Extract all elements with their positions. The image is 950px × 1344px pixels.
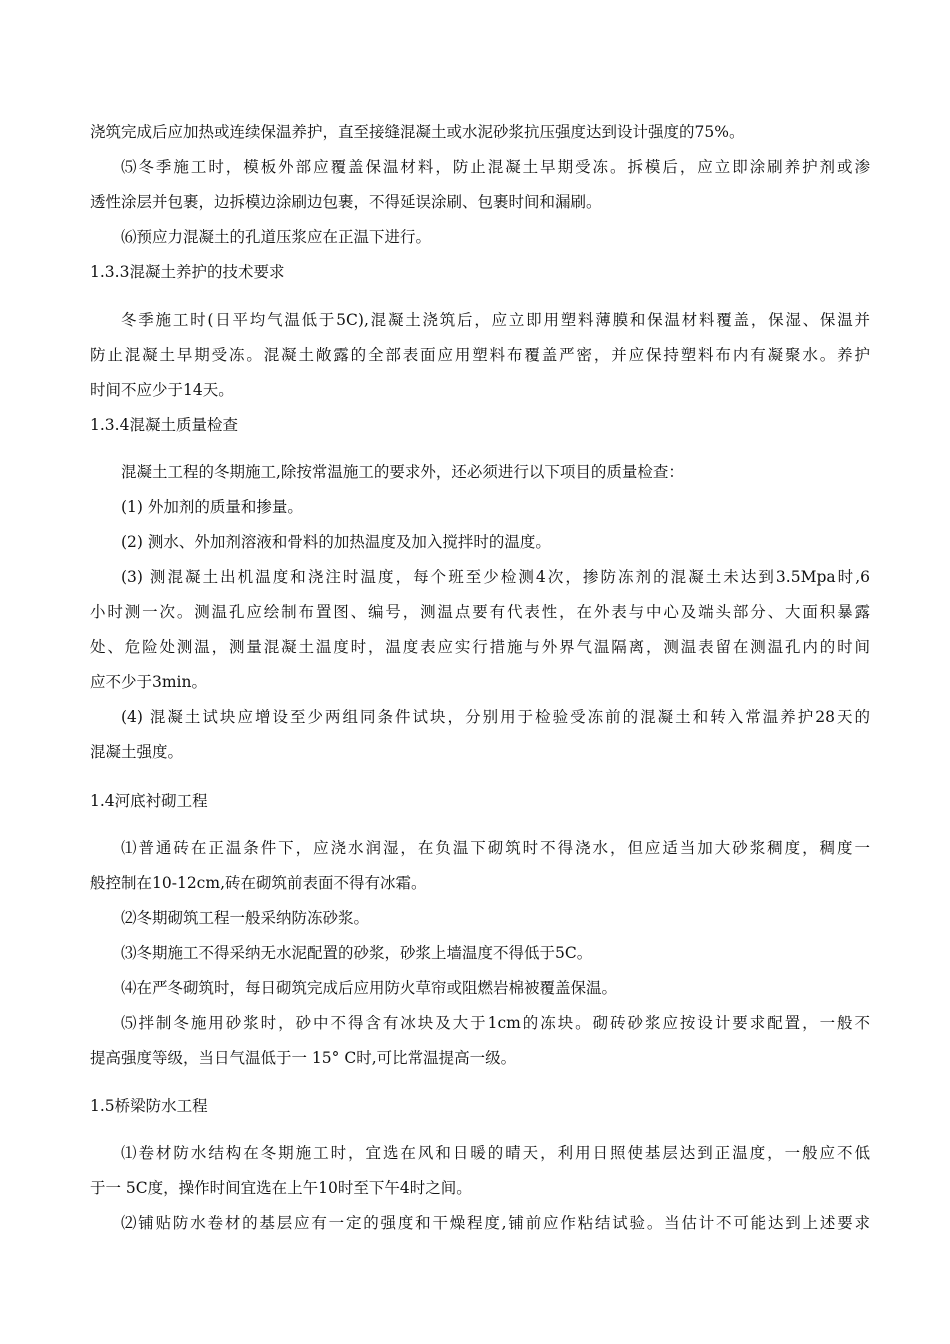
list-item-2: ⑵铺贴防水卷材的基层应有一定的强度和干燥程度,铺前应作粘结试验。当估计不可能达到上述要求 — [121, 1214, 870, 1232]
paragraph-line: 透性涂层并包裹，边拆模边涂刷边包裹，不得延误涂刷、包裹时间和漏刷。 — [90, 193, 602, 211]
list-item-5: ⑸冬季施工时，模板外部应覆盖保温材料，防止混凝土早期受冻。拆模后，应立即涂刷养护剂或渗 — [121, 158, 870, 176]
list-item-4: ⑷在严冬砌筑时，每日砌筑完成后应用防火草帘或阻燃岩棉被覆盖保温。 — [121, 979, 618, 997]
list-item-2: ⑵冬期砌筑工程一般采纳防冻砂浆。 — [121, 909, 370, 927]
list-item-4: (4) 混凝土试块应增设至少两组同条件试块，分别用于检验受冻前的混凝土和转入常温养护28天的 — [121, 708, 870, 726]
paragraph-line: 于一 5C度，操作时间宜选在上午10时至下午4时之间。 — [90, 1179, 472, 1197]
paragraph-line: 混凝土强度。 — [90, 743, 184, 761]
list-item-5: ⑸拌制冬施用砂浆时，砂中不得含有冰块及大于1cm的冻块。砌砖砂浆应按设计要求配置，一般不 — [121, 1014, 870, 1032]
paragraph-line: 冬季施工时(日平均气温低于5C),混凝土浇筑后，应立即用塑料薄膜和保温材料覆盖，保湿、保温并 — [121, 311, 870, 329]
paragraph-line: 应不少于3min。 — [90, 673, 207, 691]
paragraph-line: 般控制在10-12cm,砖在砌筑前表面不得有冰霜。 — [90, 874, 427, 892]
paragraph-line: 防止混凝土早期受冻。混凝土敞露的全部表面应用塑料布覆盖严密，并应保持塑料布内有凝聚水。养护 — [90, 346, 870, 364]
list-item-3: ⑶冬期施工不得采纳无水泥配置的砂浆，砂浆上墙温度不得低于5C。 — [121, 944, 593, 962]
list-item-6: ⑹预应力混凝土的孔道压浆应在正温下进行。 — [121, 228, 432, 246]
paragraph-line: 时间不应少于14天。 — [90, 381, 234, 399]
list-item-1: ⑴普通砖在正温条件下，应浇水润湿，在负温下砌筑时不得浇水，但应适当加大砂浆稠度，稠度一 — [121, 839, 870, 857]
paragraph-line: 处、危险处测温，测量混凝土温度时，温度表应实行措施与外界气温隔离，测温表留在测温孔内的时间 — [90, 638, 870, 656]
paragraph-line: 提高强度等级，当日气温低于一 15° C时,可比常温提高一级。 — [90, 1049, 517, 1067]
section-heading-1-5: 1.5桥梁防水工程 — [90, 1097, 208, 1115]
section-heading-1-3-3: 1.3.3混凝土养护的技术要求 — [90, 263, 285, 281]
list-item-1: (1) 外加剂的质量和掺量。 — [121, 498, 303, 516]
paragraph-line: 小时测一次。测温孔应绘制布置图、编号，测温点要有代表性，在外表与中心及端头部分、大面积暴露 — [90, 603, 870, 621]
list-item-2: (2) 测水、外加剂溶液和骨料的加热温度及加入搅拌时的温度。 — [121, 533, 551, 551]
paragraph-line: 浇筑完成后应加热或连续保温养护，直至接缝混凝土或水泥砂浆抗压强度达到设计强度的75%。 — [90, 123, 745, 141]
section-heading-1-4: 1.4河底衬砌工程 — [90, 792, 208, 810]
paragraph-line: 混凝土工程的冬期施工,除按常温施工的要求外，还必须进行以下项目的质量检查： — [121, 463, 684, 481]
list-item-1: ⑴卷材防水结构在冬期施工时，宜选在风和日暖的晴天，利用日照使基层达到正温度，一般应不低 — [121, 1144, 870, 1162]
section-heading-1-3-4: 1.3.4混凝土质量检查 — [90, 416, 238, 434]
list-item-3: (3) 测混凝土出机温度和浇注时温度，每个班至少检测4次，掺防冻剂的混凝土未达到3.5Mpa时,6 — [121, 568, 870, 586]
